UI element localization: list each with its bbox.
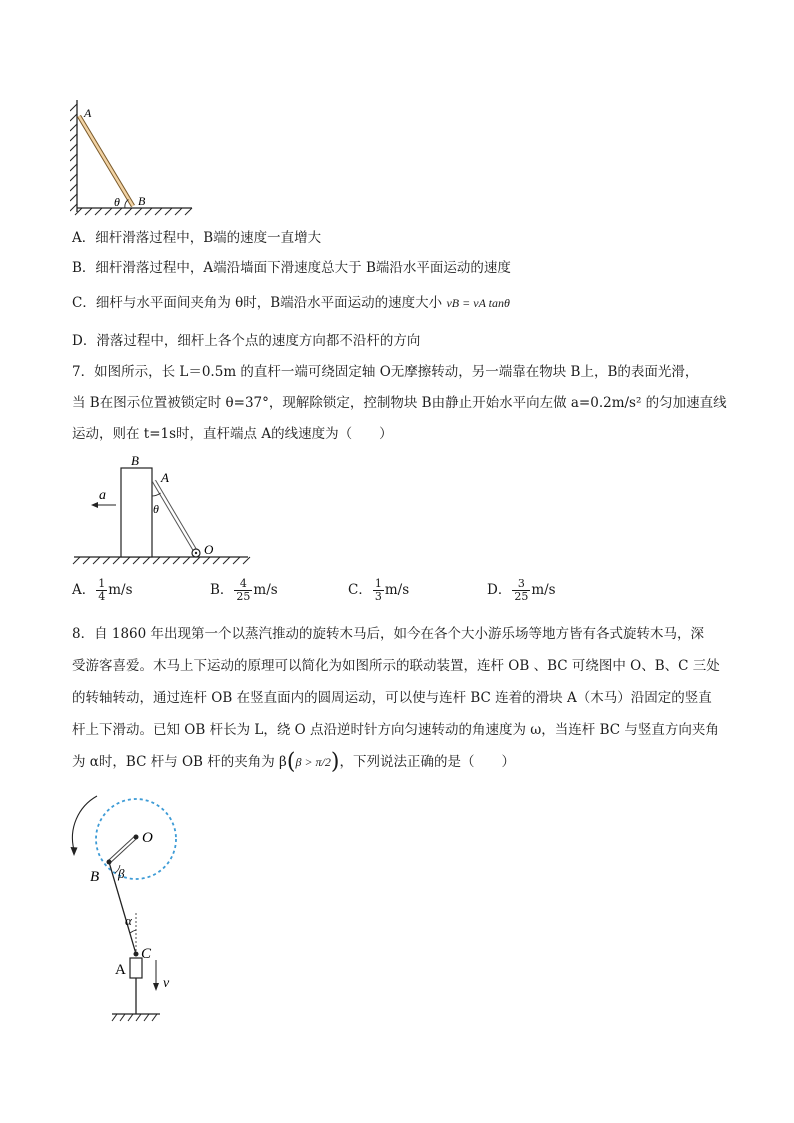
- q8-line-2: 受游客喜爱。木马上下运动的原理可以简化为如图所示的联动装置，连杆 OB 、BC 可绕图中 O、B、C 三处: [72, 658, 720, 674]
- q7-option-d: D． $\frac{3}{25}$ m/s: [487, 577, 556, 603]
- fig3-label-c: C: [141, 946, 152, 962]
- q7-line-1: 7．如图所示，长 L＝0.5m 的直杆一端可绕固定轴 O无摩擦转动，另一端靠在物块 B上，B的表面光滑，: [72, 364, 699, 380]
- q7-line-3: 运动，则在 t=1s时，直杆端点 A的线速度为（ ）: [72, 426, 393, 442]
- rod-wall-figure: [70, 96, 200, 218]
- q7-option-a: A． $\frac{1}{4}$ m/s: [72, 577, 133, 603]
- fig3-label-alpha: α: [125, 913, 132, 928]
- q8-line-1: 8．自 1860 年出现第一个以蒸汽推动的旋转木马后，如今在各个大小游乐场等地方皆有各式旋转木马，深: [72, 626, 705, 642]
- block-rod-figure: [72, 454, 252, 572]
- q8-line-5: 为 α时，BC 杆与 OB 杆的夹角为 β(β > π/2)，下列说法正确的是（ ）: [72, 749, 515, 775]
- carousel-linkage-figure: [60, 788, 200, 1028]
- fig3-label-b: B: [90, 869, 100, 885]
- block-b: [121, 468, 152, 557]
- velocity-formula: vB = vA tanθ: [446, 296, 510, 310]
- rotation-arrow: [72, 796, 97, 850]
- fig3-label-a: A: [115, 962, 126, 978]
- fig2-label-o: O: [204, 542, 214, 557]
- q8-line-3: 的转轴转动，通过连杆 OB 在竖直面内的圆周运动，可以使与连杆 BC 连着的滑块 A（木马）沿固定的竖直: [72, 690, 712, 706]
- q8-line-4: 杆上下滑动。已知 OB 杆长为 L，绕 O 点沿逆时针方向匀速转动的角速度为 ω，当连杆 BC 与竖直方向夹角: [72, 722, 719, 738]
- q7-option-c: C． $\frac{1}{3}$ m/s: [348, 577, 410, 603]
- fig1-label-a: A: [84, 106, 92, 120]
- fig3-label-v: v: [163, 976, 170, 991]
- beta-condition: β > π/2: [295, 755, 331, 769]
- fig2-label-b: B: [131, 454, 139, 468]
- q7-line-2: 当 B在图示位置被锁定时 θ=37°，现解除锁定，控制物块 B由静止开始水平向左做 a=0.2m/s² 的匀加速直线: [72, 395, 727, 411]
- option-a: A．细杆滑落过程中，B端的速度一直增大: [72, 230, 322, 246]
- fig2-label-theta: θ: [153, 502, 159, 516]
- q7-option-b: B． $\frac{4}{25}$ m/s: [210, 577, 278, 603]
- fig2-label-a: A: [161, 470, 169, 485]
- fig1-label-b: B: [138, 194, 146, 208]
- fig3-label-beta: β: [118, 866, 125, 881]
- fig3-label-o: O: [142, 830, 153, 846]
- option-d: D．滑落过程中，细杆上各个点的速度方向都不沿杆的方向: [72, 333, 421, 349]
- fig2-label-accel: a: [99, 488, 106, 503]
- option-c: C．细杆与水平面间夹角为 θ时，B端沿水平面运动的速度大小 vB = vA tanθ: [72, 295, 510, 311]
- fig1-label-theta: θ: [114, 195, 120, 209]
- option-b: B．细杆滑落过程中，A端沿墙面下滑速度总大于 B端沿水平面运动的速度: [72, 260, 511, 276]
